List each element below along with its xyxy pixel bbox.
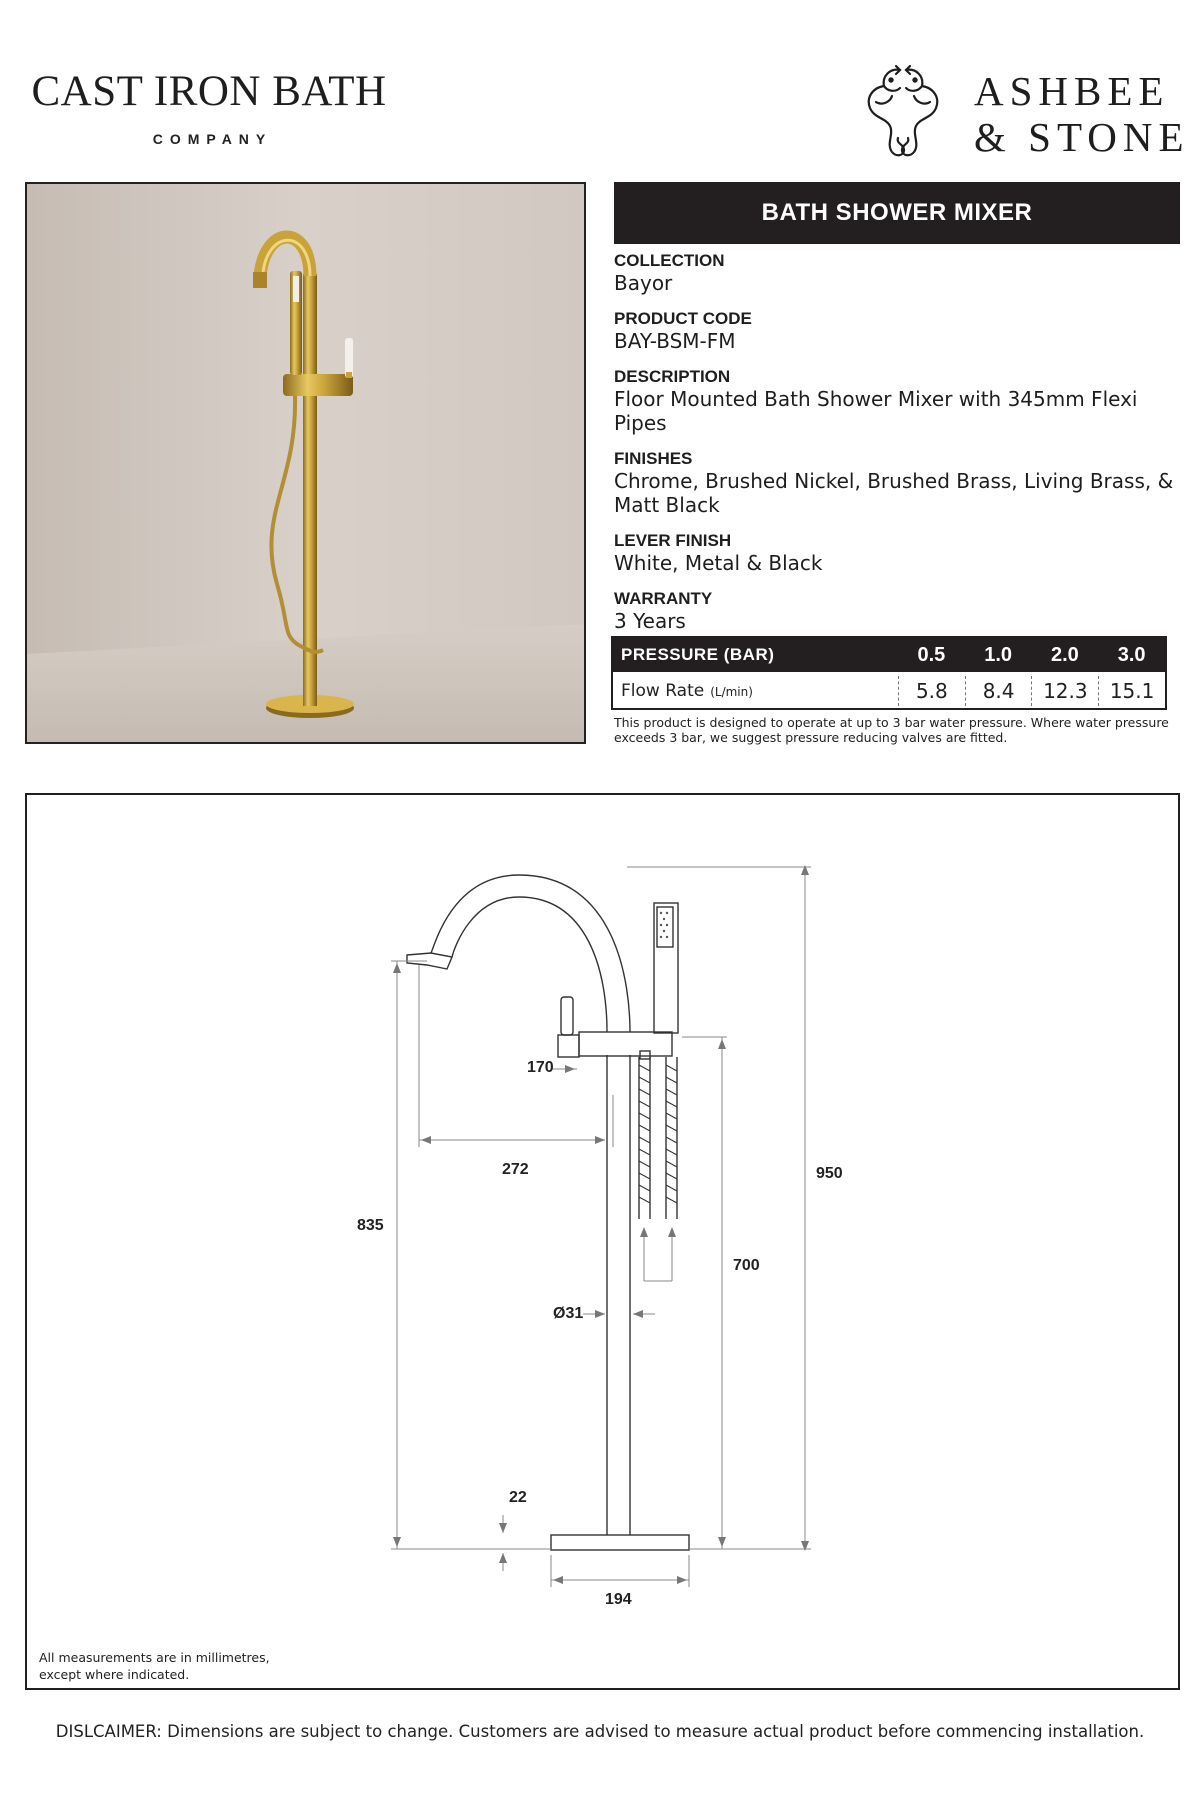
pressure-value: 1.0 [984, 643, 1013, 666]
pressure-note: This product is designed to operate at up to 3 bar water pressure. Where water pressure exceeds 3 bar, we suggest pressure reducing valves are fitted. [614, 715, 1169, 745]
brand-name: CAST IRON BATH [31, 68, 387, 115]
dimension-835: 835 [357, 1217, 384, 1234]
technical-drawing [25, 793, 1180, 1690]
field-label: WARRANTY [614, 589, 713, 608]
seahorse-emblem-icon [860, 62, 946, 162]
measurement-note [39, 1649, 339, 1683]
pressure-value: 0.5 [917, 643, 946, 666]
dimension-194: 194 [605, 1591, 632, 1608]
dimension-950: 950 [816, 1165, 843, 1182]
dimension-drawing [27, 795, 1178, 1688]
cast-iron-bath-logo [24, 70, 394, 147]
measurement-note-line1: All measurements are in millimetres, [39, 1650, 270, 1665]
field-label: COLLECTION [614, 251, 725, 270]
dimension-diameter-31: Ø31 [553, 1305, 584, 1322]
flow-rate-value: 12.3 [1031, 676, 1098, 706]
measurement-note-line2: except where indicated. [39, 1667, 190, 1682]
product-photo [25, 182, 586, 744]
flow-rate-text: Flow Rate [621, 681, 705, 701]
field-label: DESCRIPTION [614, 367, 731, 386]
product-title: BATH SHOWER MIXER [614, 182, 1180, 244]
flow-rate-value: 8.4 [965, 676, 1032, 706]
field-product-code [614, 308, 1180, 353]
field-value: 3 Years [614, 609, 686, 633]
dimension-22: 22 [509, 1489, 527, 1506]
field-label: PRODUCT CODE [614, 309, 752, 328]
flow-rate-row [613, 672, 1165, 710]
flow-rate-label [613, 681, 898, 701]
bath-shower-mixer-image [27, 184, 586, 744]
ashbee-stone-wordmark [974, 68, 1190, 160]
field-lever-finish [614, 530, 1180, 575]
flow-rate-unit: (L/min) [710, 685, 753, 699]
brand-subname: COMPANY [152, 131, 273, 147]
field-value: White, Metal & Black [614, 551, 823, 575]
pressure-header-label: PRESSURE (BAR) [621, 645, 775, 664]
pressure-value: 3.0 [1117, 643, 1146, 666]
flow-rate-value: 5.8 [898, 676, 965, 706]
pressure-value: 2.0 [1050, 643, 1079, 666]
field-warranty [614, 588, 1180, 633]
field-value: Floor Mounted Bath Shower Mixer with 345mm Flexi Pipes [614, 387, 1138, 435]
field-value: Chrome, Brushed Nickel, Brushed Brass, Living Brass, & Matt Black [614, 469, 1174, 517]
pressure-table-header [613, 638, 1165, 672]
ashbee-line: ASHBEE [974, 68, 1170, 114]
field-collection [614, 250, 1180, 295]
pressure-table [611, 636, 1167, 710]
dimension-700: 700 [733, 1257, 760, 1274]
field-label: LEVER FINISH [614, 531, 732, 550]
flow-rate-value: 15.1 [1098, 676, 1165, 706]
disclaimer: DISLCAIMER: Dimensions are subject to change. Customers are advised to measure actual product before commencing installation. [55, 1722, 1145, 1741]
field-finishes [614, 448, 1180, 517]
product-fields [614, 250, 1180, 646]
field-value: Bayor [614, 271, 673, 295]
field-label: FINISHES [614, 449, 693, 468]
dimension-170: 170 [527, 1059, 554, 1076]
field-value: BAY-BSM-FM [614, 329, 736, 353]
field-description [614, 366, 1180, 435]
dimension-272: 272 [502, 1161, 529, 1178]
ashbee-stone-logo [860, 62, 1190, 162]
stone-line: & STONE [974, 114, 1190, 160]
